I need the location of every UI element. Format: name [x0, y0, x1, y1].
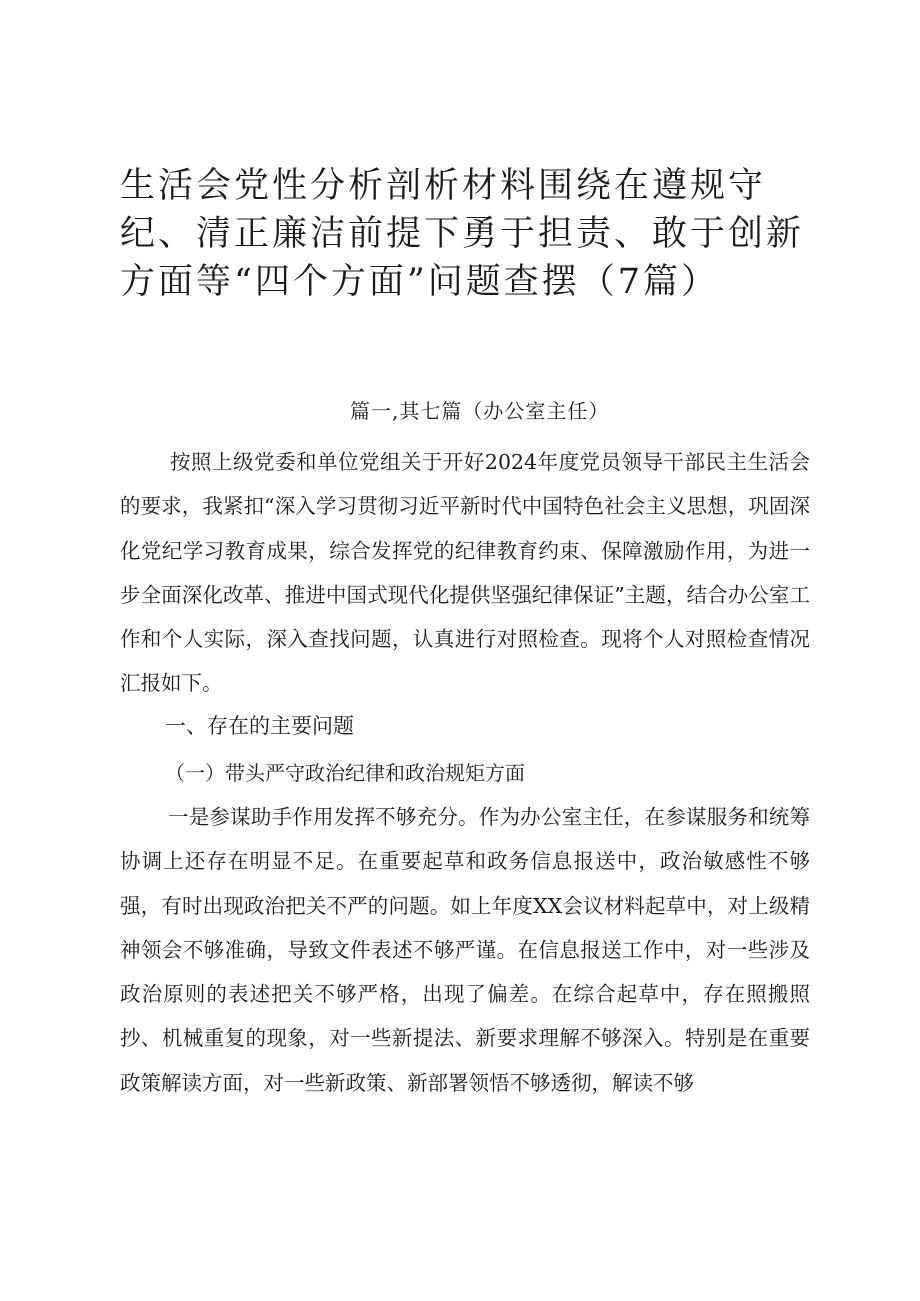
- sub-heading: （一）带头严守政治纪律和政治规矩方面: [165, 761, 525, 785]
- document-subtitle: 篇一,其七篇（办公室主任）: [350, 399, 610, 423]
- section-heading: 一、存在的主要问题: [165, 714, 354, 738]
- detail-paragraph: 一是参谋助手作用发挥不够充分。作为办公室主任，在参谋服务和统筹协调上还存在明显不足。在重要起草和政务信息报送中，政治敏感性不够强，有时出现政治把关不严的问题。如上年度XX会议材料起草中，对上级精神领会不够准确，导致文件表述不够严谨。在信息报送工作中，对一些涉及政治原则的表述把关不够严格，出现了偏差。在综合起草中，存在照搬照抄、机械重复的现象，对一些新提法、新要求理解不够深入。特别是在重要政策解读方面，对一些新政策、新部署领悟不够透彻，解读不够: [120, 805, 810, 1095]
- document-title: 生活会党性分析剖析材料围绕在遵规守纪、清正廉洁前提下勇于担责、敢于创新方面等“四个方面”问题查摆（7篇）: [120, 166, 805, 302]
- intro-paragraph: 按照上级党委和单位党组关于开好2024年度党员领导干部民主生活会的要求，我紧扣“深入学习贯彻习近平新时代中国特色社会主义思想，巩固深化党纪学习教育成果，综合发挥党的纪律教育约束、保障激励作用，为进一步全面深化改革、推进中国式现代化提供坚强纪律保证”主题，结合办公室工作和个人实际，深入查找问题，认真进行对照检查。现将个人对照检查情况汇报如下。: [120, 450, 810, 696]
